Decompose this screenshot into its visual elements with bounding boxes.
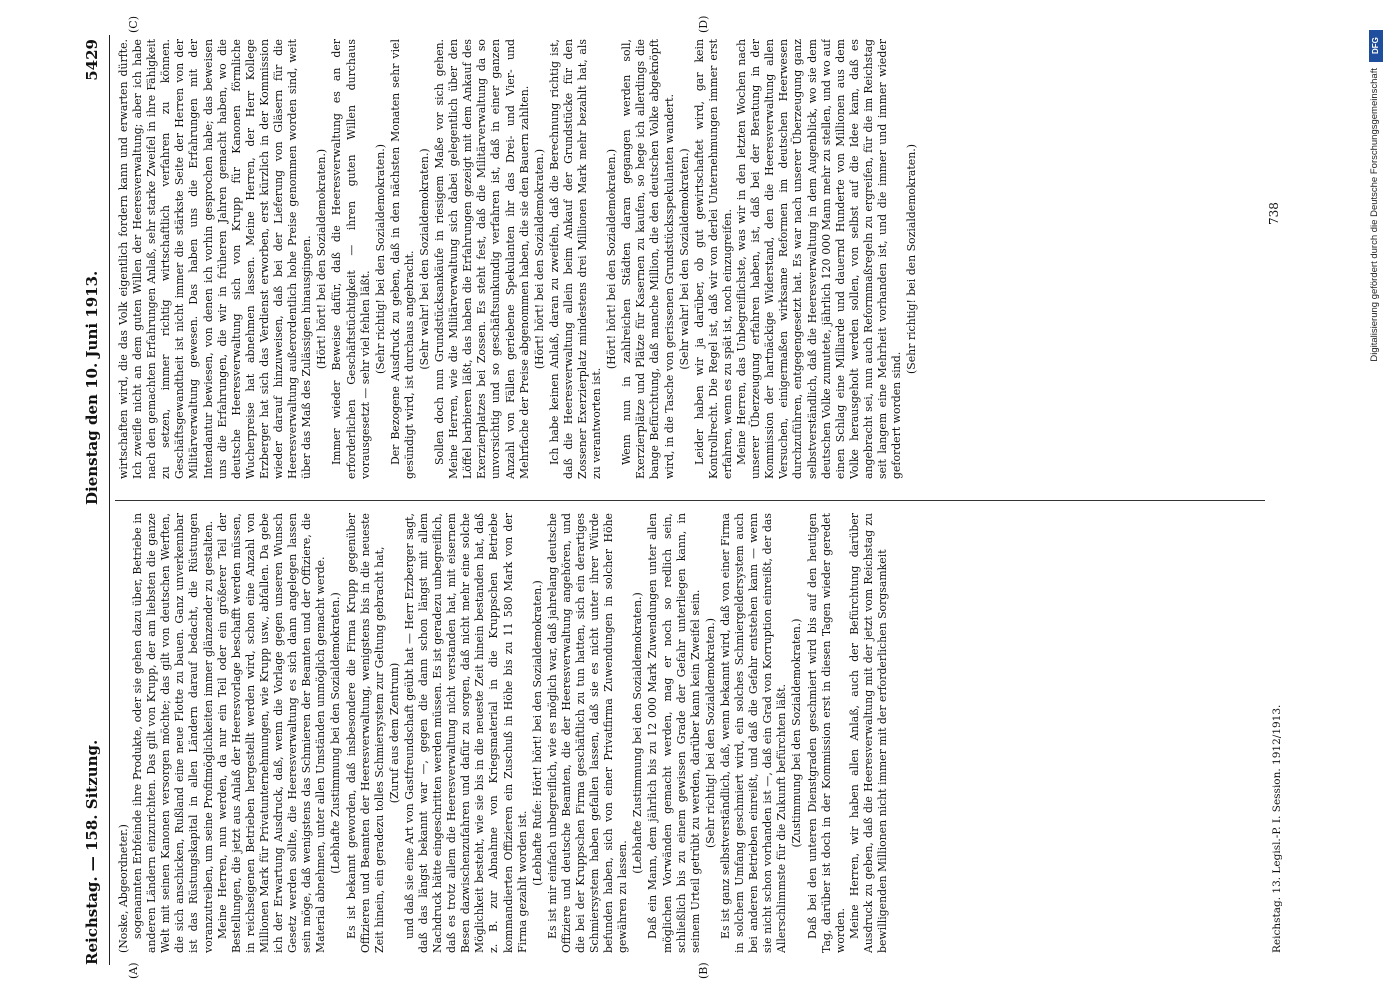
interjection: (Sehr richtig! bei den Sozialdemokraten.) xyxy=(905,144,919,374)
interjection: (Lebhafte Zustimmung bei den Sozialdemokraten.) xyxy=(329,592,343,874)
dfg-sidenote xyxy=(1369,30,1383,970)
marker-c: (C) xyxy=(127,16,140,33)
page-footer: Reichstag. 13. Legisl.-P. I. Session. 1912/1913. xyxy=(1271,704,1283,953)
header-session: Reichstag. — 158. Sitzung. xyxy=(83,739,101,965)
marker-a: (A) xyxy=(127,962,140,979)
paragraph: und daß sie eine Art von Gastfreundschaft geübt hat — Herr Erzberger sagt, daß das längst bekannt war —, gegen die dann schon längst mit allem Nachdruck hätte eingeschritten werden müssen. Es ist geradezu unbegreiflich, daß es trotz allem die Heeresverwaltung nicht verstanden hat, mit eisernem Besen dazwischenzufahren und dafür zu sorgen, daß nicht mehr eine solche Möglichkeit besteht, wie sie bis in die neueste Zeit hinein bestanden hat, daß z. B. zur Abnahme von Kriegsmaterial in die Kruppschen Betriebe kommandierten Offizieren ein Zuschuß in Höhe bis zu 11 580 Mark von der Firma gezahlt worden ist. xyxy=(402,513,529,953)
scanned-page xyxy=(57,15,1327,979)
paragraph: Meine Herren, nun werden, da nur ein Teil oder ein größerer Teil der Bestellungen, die jetzt aus Anlaß der Heeresvorlage beschafft werden müssen, in reichseigenen Betrieben hergestellt werden wird, schon eine Anzahl von Millionen Mark für Privatunternehmungen, wie Krupp usw., abfallen. Da gebe ich der Erwartung Ausdruck, daß, wenn die Vorlage gegen unseren Wunsch Gesetz werden sollte, die Heeresverwaltung es sich dann angelegen lassen sein möge, daß wenigstens das Schmieren der Beamten und der Offiziere, die Material abnehmen, unter allen Umständen unmöglich gemacht werde. xyxy=(215,513,328,953)
interjection: (Zustimmung bei den Sozialdemokraten.) xyxy=(790,618,804,848)
paragraph: Es ist bekannt geworden, daß insbesondere die Firma Krupp gegenüber Offizieren und Beamten der Heeresverwaltung, wenigstens bis in die neueste Zeit hinein, ein geradezu tolles Schmiersystem zur Geltung gebracht hat, xyxy=(344,513,386,953)
paragraph: Sollen doch nun Grundstücksankäufe in riesigem Maße vor sich gehen. Meine Herren, wie die Militärverwaltung sich dabei gelegentlich über den Löffel barbieren läßt, das haben die Erfahrungen gezeigt mit dem Ankauf des Exerzierplatzes bei Zossen. Es steht fest, daß die Militärverwaltung da so unvorsichtig und so geschäftsunkundig verfahren ist, daß in einer ganzen Anzahl von Fällen geriebene Spekulanten ihr das Drei- und Vier- und Mehrfache der Preise abgenommen haben, die sie den Bauern zahlten. xyxy=(433,39,531,479)
marker-d: (D) xyxy=(697,15,710,33)
bottom-page-number: 738 xyxy=(1267,202,1281,225)
header-rule xyxy=(109,35,110,965)
header-page-number: 5429 xyxy=(83,39,101,81)
dfg-logo: DFG xyxy=(1369,30,1383,62)
paragraph: Es ist mir einfach unbegreiflich, wie es möglich war, daß jahrelang deutsche Offiziere und deutsche Beamten, die der Heeresverwaltung angehören, und die bei der Kruppschen Firma geschäftlich zu tun hatten, sich ein derartiges Schmiersystem haben gefallen lassen, daß sie es nicht unter ihrer Würde befunden haben, sich von einer Privatfirma Zuwendungen in solcher Höhe gewähren zu lassen. xyxy=(545,513,630,953)
interjection: (Sehr wahr! bei den Sozialdemokraten.) xyxy=(677,148,691,370)
left-column xyxy=(117,513,1267,953)
paragraph: Immer wieder Beweise dafür, daß die Heeresverwaltung es an der erforderlichen Geschäftstüchtigkeit — ihren guten Willen durchaus vorausgesetzt — sehr viel fehlen läßt. xyxy=(330,39,372,479)
paragraph: Der Bezogene Ausdruck zu geben, daß in den nächsten Monaten sehr viel gesündigt wird, ist durchaus angebracht. xyxy=(388,39,416,479)
interjection: (Zuruf aus dem Zentrum) xyxy=(387,662,401,804)
marker-b: (B) xyxy=(697,962,710,979)
paragraph: Ich habe keinen Anlaß, daran zu zweifeln, daß die Berechnung richtig ist, daß die Heeresverwaltung allein beim Ankauf der Grundstücke für den Zossener Exerzierplatz mindestens drei Millionen Mark mehr bezahlt hat, als zu verantworten ist. xyxy=(547,39,604,479)
interjection: (Sehr wahr! bei den Sozialdemokraten.) xyxy=(417,148,431,370)
right-column xyxy=(117,39,1267,479)
interjection: (Lebhafte Rufe: Hört! hört! bei den Sozialdemokraten.) xyxy=(530,580,544,886)
paragraph: Daß ein Mann, dem jährlich bis zu 12 000 Mark Zuwendungen unter allen möglichen Vorwänden gemacht werden, mag er noch so redlich sein, schließlich bis zu einem gewissen Grade der Gefahr unterliegen kann, in seinem Urteil getrübt zu werden, darüber kann kein Zweifel sein. xyxy=(646,513,702,953)
paragraph: Meine Herren, das Unbegreiflichste, was wir in den letzten Wochen nach unserer Überzeugung erfahren haben, ist, daß bei der Beratung in der Kommission der hartnäckige Widerstand, den die Heeresverwaltung allen Versuchen, einigermaßen wirksame Reformen im deutschen Heerwesen durchzuführen, entgegengesetzt hat. Es war nach unserer Überzeugung ganz selbstverständlich, daß die Heeresverwaltung in dem Augenblick, wo sie dem deutschen Volke zumutete, jährlich 120 000 Mann mehr zu stellen, und wo auf einen Schlag eine Milliarde und dauernd Hunderte von Millionen aus dem Volke herausgeholt werden sollen, von selbst auf die Idee kam, daß es angebracht sei, nun auch Reformmaßregeln zu ergreifen, für die im Reichstag seit langem eine Mehrheit vorhanden ist, und die immer und immer wieder gefordert worden sind. xyxy=(735,39,904,479)
paragraph: Es ist ganz selbstverständlich, daß, wenn bekannt wird, daß von einer Firma in solchem Umfang geschmiert wird, ein solches Schmiergeldersystem auch bei anderen Betrieben einreißt, und daß die Gefahr entstehen kann — wenn sie nicht schon vorhanden ist —, daß ein Grad von Korruption einreißt, der das Allerschlimmste für die Zukunft befürchten läßt. xyxy=(718,513,789,953)
speaker-label: (Noske, Abgeordneter.) xyxy=(117,824,130,953)
header-date: Dienstag den 10. Juni 1913. xyxy=(83,270,101,505)
interjection: (Sehr richtig! bei den Sozialdemokraten.) xyxy=(703,618,717,848)
paragraph: Meine Herren, wir haben allen Anlaß, auch der Befürchtung darüber Ausdruck zu geben, daß die Heeresverwaltung mit der jetzt vom Reichstag zu bewilligenden Millionen nicht immer mit der erforderlichen Sorgsamkeit xyxy=(847,513,889,953)
dfg-funding-note: Digitalisierung gefördert durch die Deutsche Forschungsgemeinschaft xyxy=(1369,68,1380,362)
paragraph: sogenannten Erbfeinde ihre Produkte, oder sie gehen dazu über, Betriebe in anderen Ländern einzurichten. Das gilt von Krupp, der am liebsten die ganze Welt mit seinen Kanonen versorgen möchte; das gilt von deutschen Werften, die sich anschicken, Rußland eine neue Flotte zu bauen. Ganz unverkennbar ist das Rüstungskapital in allen Ländern darauf bedacht, die Rüstungen voranzutreiben, um seine Profitmöglichkeiten immer glänzender zu gestalten. xyxy=(131,513,215,953)
paragraph: Daß bei den unteren Dienstgraden geschmiert wird bis auf den heutigen Tag, darüber ist doch in der Kommission erst in diesen Tagen wieder geredet worden. xyxy=(805,513,847,953)
column-divider xyxy=(115,500,1265,501)
paragraph: Leider haben wir ja darüber, ob gut gewirtschaftet wird, gar kein Kontrollrecht. Die Regel ist, daß wir von derlei Unternehmungen immer erst erfahren, wenn es zu spät ist, noch einzugreifen. xyxy=(692,39,734,479)
interjection: (Lebhafte Zustimmung bei den Sozialdemokraten.) xyxy=(631,592,645,874)
interjection: (Hört! hört! bei den Sozialdemokraten.) xyxy=(532,148,546,370)
interjection: (Hört! hört! bei den Sozialdemokraten.) xyxy=(315,148,329,370)
paragraph: Wenn nun in zahlreichen Städten daran gegangen werden soll, Exerzierplätze und Plätze für Kasernen zu kaufen, so hege ich allerdings die bange Befürchtung, daß manche Million, die den deutschen Volke abgeknöpft wird, in die Tasche von gerissenen Grundstücksspekulanten wandert. xyxy=(620,39,676,479)
interjection: (Sehr richtig! bei den Sozialdemokraten.) xyxy=(373,144,387,374)
interjection: (Hört! hört! bei den Sozialdemokraten.) xyxy=(605,148,619,370)
paragraph: wirtschaften wird, die das Volk eigentlich fordern kann und erwarten dürfte. Ich zweifle nicht an dem guten Willen der Heeresverwaltung; aber ich habe nach den gemachten Erfahrungen Anlaß, sehr starke Zweifel in ihre Fähigkeit zu setzen, immer richtig wirtschaftlich verfahren zu können. Geschäftsgewandtheit ist nicht immer die stärkste Seite der Herren von der Militärverwaltung gewesen. Das haben uns die Erfahrungen mit der Intendantur bewiesen, von denen ich vorhin gesprochen habe; das beweisen uns die Erfahrungen, die wir in früheren Jahren gemacht haben, wo die deutsche Heeresverwaltung sich von Krupp für Kanonen förmliche Wucherpreise hat abnehmen lassen. Meine Herren, der Herr Kollege Erzberger hat sich das Verdienst erworben, erst kürzlich in der Kommission wieder darauf hinzuweisen, daß bei der Lieferung von Gläsern für die Heeresverwaltung außerordentlich hohe Preise genommen worden sind, weit über das Maß des Zulässigen hinausgingen. xyxy=(117,39,314,479)
